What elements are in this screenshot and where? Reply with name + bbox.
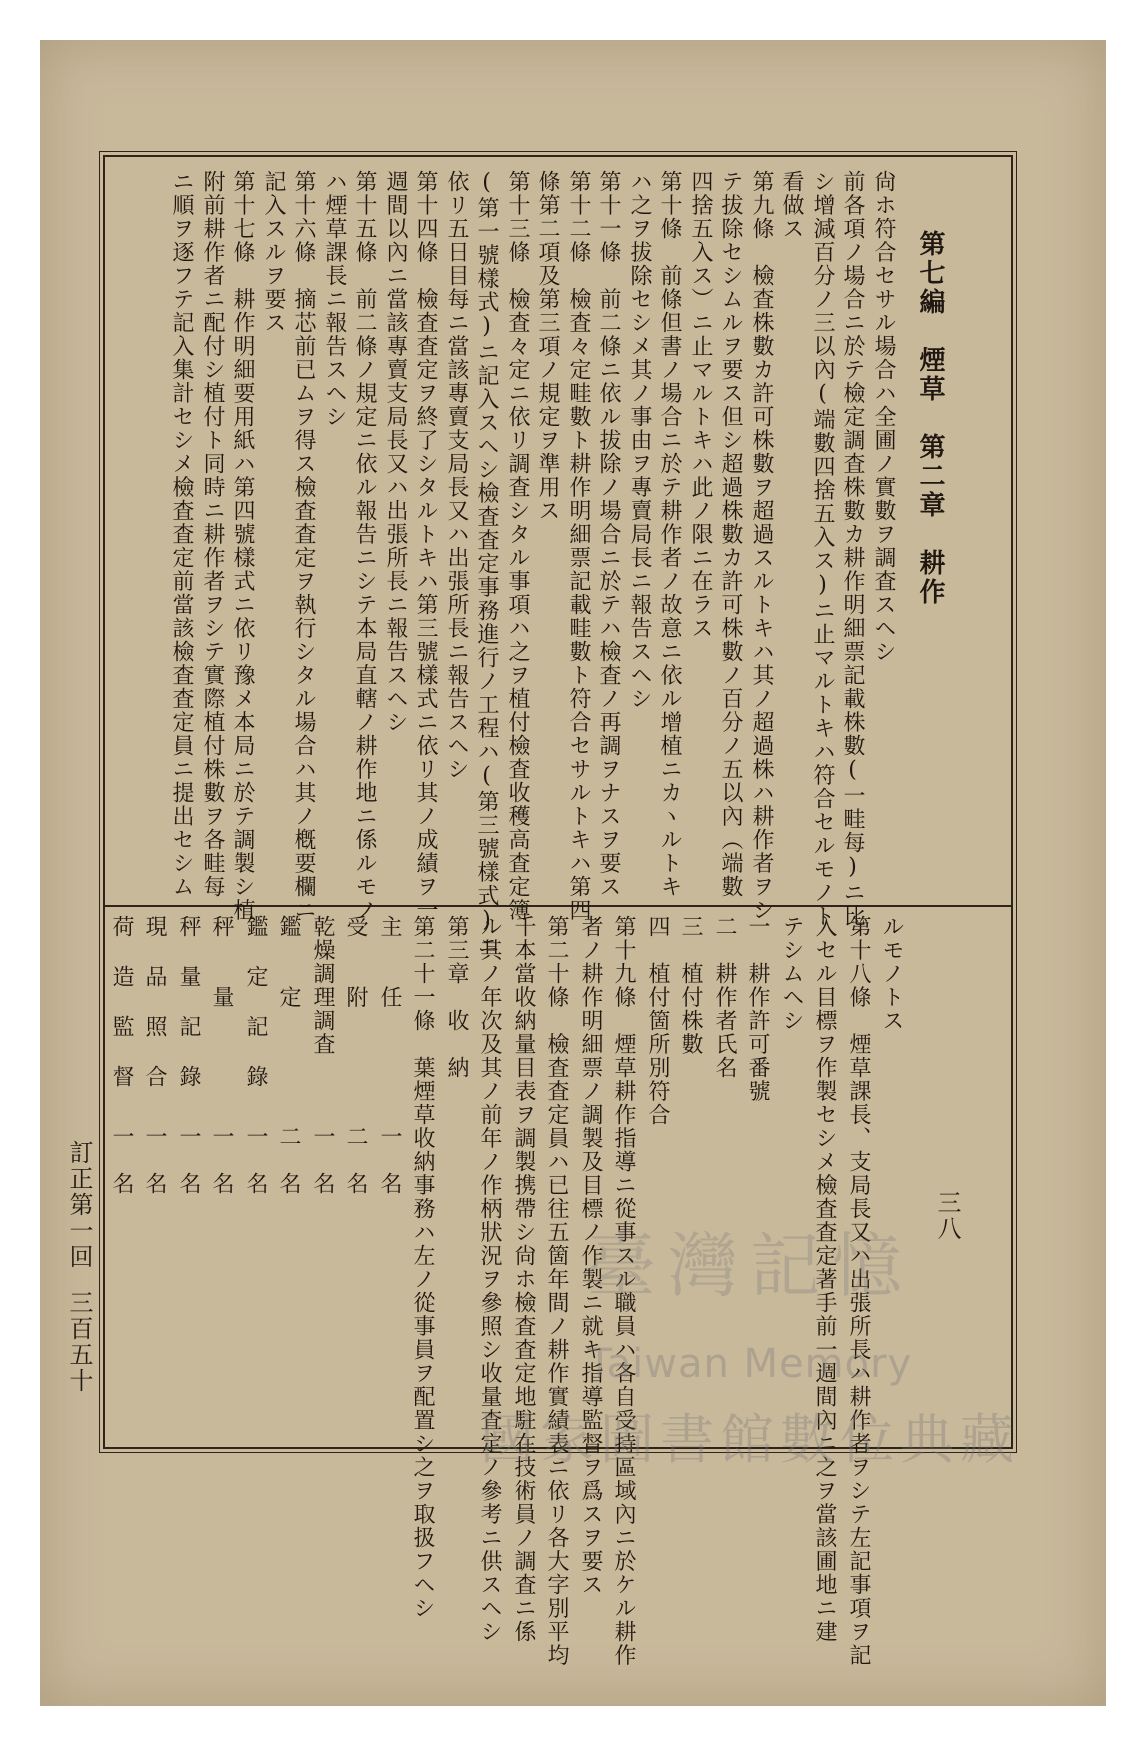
- watermark-chinese: 國家圖書館數位典藏: [480, 1408, 1020, 1471]
- lower-text-column: 三 植付株數: [678, 915, 703, 1056]
- staff-count: 一 名: [142, 1125, 167, 1196]
- lower-text-column: 千本當收納量目表ヲ調製携帶シ尙ホ檢査査定地駐在技術員ノ調査ニ係: [511, 915, 536, 1644]
- upper-text-column: 條第二項及第三項ノ規定ヲ準用ス: [535, 170, 560, 523]
- lower-text-column: ルモノトス: [879, 915, 904, 1033]
- upper-text-column: 四捨五入ス）ニ止マルトキハ此ノ限ニ在ラス: [688, 170, 713, 640]
- total-page-label: 三百五十: [65, 1290, 93, 1394]
- revision-label: 訂正第一回: [65, 1140, 93, 1270]
- lower-text-column: 鑑 定 記 錄: [243, 915, 268, 1089]
- upper-text-column: 看做ス: [779, 170, 804, 241]
- chapter-header: 第七編 煙草 第二章 耕作: [915, 230, 945, 607]
- upper-text-column: シ增減百分ノ三以內(端數四捨五入ス)ニ止マルトキハ符合セルモノト: [810, 170, 835, 928]
- lower-text-column: 秤 量: [209, 915, 234, 1009]
- staff-count: 一 名: [176, 1125, 201, 1196]
- library-watermark: [470, 1210, 1030, 1471]
- upper-text-column: 依リ五日目每ニ當該專賣支局長又ハ出張所長ニ報告スヘシ: [444, 170, 469, 781]
- upper-text-column: 第十四條 檢査査定ヲ終了シタルトキハ第三號樣式ニ依リ其ノ成績ヲ一: [413, 170, 438, 922]
- upper-text-column: ハ煙草課長ニ報告スヘシ: [322, 170, 347, 429]
- staff-count: 一 名: [377, 1125, 402, 1196]
- lower-text-column: テシムヘシ: [779, 915, 804, 1033]
- upper-text-column: 第十六條 摘芯前已ムヲ得ス檢査査定ヲ執行シタル場合ハ其ノ槪要欄ニ: [291, 170, 316, 922]
- lower-text-column: 乾燥調理調査: [310, 915, 335, 1056]
- upper-text-column: 第十三條 檢査々定ニ依リ調査シタル事項ハ之ヲ植付檢査收穫高査定簿: [505, 170, 530, 922]
- upper-text-column: (第一號樣式)ニ記入スヘシ檢査査定事務進行ノ工程ハ(第三號樣式)ニ: [474, 170, 499, 958]
- lower-text-column: 第十八條 煙草課長、支局長又ハ出張所長ハ耕作者ヲシテ左記事項ヲ記: [846, 915, 871, 1667]
- lower-text-column: 第二十一條 葉煙草收納事務ハ左ノ從事員ヲ配置シ之ヲ取扱フヘシ: [410, 915, 435, 1620]
- upper-text-column: 前各項ノ場合ニ於テ檢定調査株數カ耕作明細票記載株數(一畦每)ニ比: [840, 170, 865, 928]
- lower-text-column: 一 耕作許可番號: [745, 915, 770, 1103]
- upper-text-column: ハ之ヲ拔除セシメ其ノ事由ヲ專賣局長ニ報告スヘシ: [627, 170, 652, 711]
- staff-count: 一 名: [243, 1125, 268, 1196]
- upper-text-column: 第十五條 前二條ノ規定ニ依ル報告ニシテ本局直轄ノ耕作地ニ係ルモノ: [352, 170, 377, 922]
- lower-text-column: 入セル目標ヲ作製セシメ檢査査定著手前一週間內ニ之ヲ當該圃地ニ建: [812, 915, 837, 1644]
- lower-text-column: 秤 量 記 錄: [176, 915, 201, 1089]
- upper-text-column: 第十一條 前二條ニ依ル拔除ノ場合ニ於テハ檢査ノ再調ヲナスヲ要ス: [596, 170, 621, 899]
- upper-text-column: 附前耕作者ニ配付シ植付ト同時ニ耕作者ヲシテ實際植付株數ヲ各畦每: [200, 170, 225, 899]
- upper-text-column: 第十二條 檢査々定畦數ト耕作明細票記載畦數ト符合セサルトキハ第四: [566, 170, 591, 922]
- upper-text-column: 第十七條 耕作明細要用紙ハ第四號樣式ニ依リ豫メ本局ニ於テ調製シ植: [230, 170, 255, 922]
- upper-text-column: 尙ホ符合セサル場合ハ全圃ノ實數ヲ調査スヘシ: [871, 170, 896, 664]
- lower-text-column: 荷 造 監 督: [109, 915, 134, 1089]
- upper-text-column: テ拔除セシムルヲ要ス但シ超過株數カ許可株數ノ百分ノ五以內（端數: [718, 170, 743, 899]
- staff-count: 一 名: [109, 1125, 134, 1196]
- watermark-logo-text: 臺灣記憶: [586, 1225, 914, 1307]
- lower-text-column: 主 任: [377, 915, 402, 1009]
- upper-text-column: 週間以內ニ當該專賣支局長又ハ出張所長ニ報告スヘシ: [383, 170, 408, 734]
- lower-text-column: 第二十條 檢査査定員ハ已往五箇年間ノ耕作實績表ニ依リ各大字別平均: [544, 915, 569, 1667]
- upper-text-column: 記入スルヲ要ス: [261, 170, 286, 335]
- staff-count: 一 名: [310, 1125, 335, 1196]
- upper-text-column: 第十條 前條但書ノ場合ニ於テ耕作者ノ故意ニ依ル增植ニカヽルトキ: [657, 170, 682, 899]
- watermark-english: Taiwan Memory: [587, 1341, 913, 1387]
- lower-text-column: 者ノ耕作明細票ノ調製及目標ノ作製ニ就キ指導監督ヲ爲スヲ要ス: [578, 915, 603, 1597]
- upper-text-column: 第九條 檢査株數カ許可株數ヲ超過スルトキハ其ノ超過株ハ耕作者ヲシ: [749, 170, 774, 922]
- lower-text-column: 現 品 照 合: [142, 915, 167, 1089]
- upper-text-column: ニ順ヲ逐フテ記入集計セシメ檢査査定前當該檢査査定員ニ提出セシム: [169, 170, 194, 899]
- page-number: 三八: [933, 1190, 961, 1242]
- lower-text-column: 二 耕作者氏名: [712, 915, 737, 1080]
- staff-count: 二 名: [276, 1125, 301, 1196]
- lower-text-column: 四 植付箇所別符合: [645, 915, 670, 1127]
- lower-text-column: 第十九條 煙草耕作指導ニ從事スル職員ハ各自受持區域內ニ於ケル耕作: [611, 915, 636, 1667]
- lower-text-column: 第三章 收 納: [444, 915, 469, 1080]
- staff-count: 一 名: [209, 1125, 234, 1196]
- staff-count: 二 名: [343, 1125, 368, 1196]
- lower-text-column: 受 附: [343, 915, 368, 1009]
- lower-text-column: 鑑 定: [276, 915, 301, 1009]
- lower-text-column: ル其ノ年次及其ノ前年ノ作柄狀況ヲ參照シ收量査定ノ參考ニ供スヘシ: [477, 915, 502, 1644]
